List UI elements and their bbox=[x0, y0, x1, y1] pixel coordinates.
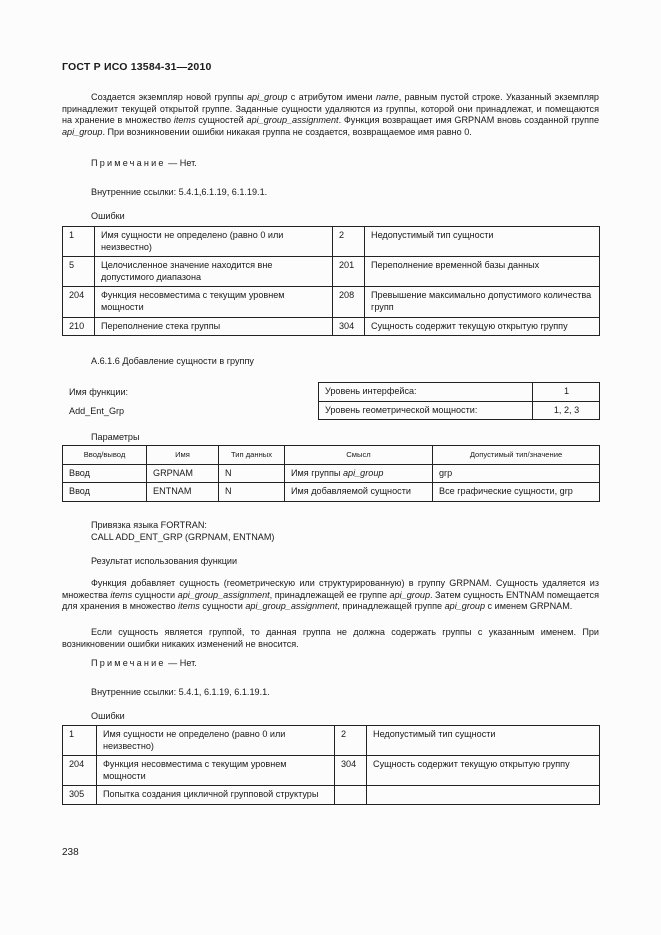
desc-text: с именем GRPNAM. bbox=[485, 601, 573, 612]
param-allowed-cell: Все графические сущности, grp bbox=[433, 483, 600, 502]
table-row bbox=[63, 464, 600, 483]
params-header-cell: Допустимый тип/значение bbox=[433, 446, 600, 465]
desc-italic: api_group_assignment bbox=[177, 589, 270, 600]
param-meaning-cell bbox=[285, 464, 433, 483]
document-header: ГОСТ Р ИСО 13584-31—2010 bbox=[62, 61, 212, 73]
param-meaning-text: Имя группы bbox=[291, 467, 343, 478]
intro-italic: api_group bbox=[246, 92, 288, 102]
table-row bbox=[63, 726, 600, 756]
error-description-cell: Переполнение стека группы bbox=[95, 317, 333, 336]
param-name-cell: ENTNAM bbox=[147, 483, 219, 502]
error-code-cell: 304 bbox=[335, 756, 367, 786]
error-code-cell: 204 bbox=[63, 287, 95, 317]
error-code-cell: 201 bbox=[333, 257, 365, 287]
intro-italic: name bbox=[375, 92, 399, 102]
param-name-cell: GRPNAM bbox=[147, 464, 219, 483]
error-code-cell: 1 bbox=[63, 726, 97, 756]
error-description-cell: Недопустимый тип сущности bbox=[367, 726, 600, 756]
function-name-label: Имя функции: bbox=[69, 387, 129, 397]
params-header-row bbox=[63, 446, 600, 465]
intro-text: сущностей bbox=[195, 115, 247, 126]
desc-text: , принадлежащей ее группе bbox=[269, 589, 390, 600]
table-row bbox=[63, 317, 600, 336]
error-description-cell: Сущность содержит текущую открытую группу bbox=[365, 317, 600, 336]
levels-table bbox=[318, 382, 600, 420]
params-header-cell: Ввод/вывод bbox=[63, 446, 147, 465]
param-type-cell: N bbox=[219, 464, 285, 483]
error-code-cell: 204 bbox=[63, 756, 97, 786]
desc-text: , принадлежащей группе bbox=[337, 601, 445, 612]
error-code-cell: 305 bbox=[63, 786, 97, 805]
note-text: — Нет. bbox=[165, 158, 197, 168]
page-number: 238 bbox=[62, 847, 79, 858]
error-code-cell: 304 bbox=[333, 317, 365, 336]
note-label: Примечание bbox=[91, 658, 166, 668]
desc-text: сущности bbox=[132, 589, 178, 600]
table-row bbox=[63, 257, 600, 287]
table-row bbox=[63, 786, 600, 805]
params-header-cell: Тип данных bbox=[219, 446, 285, 465]
description-paragraph-2: Если сущность является группой, то данная группа не должна содержать группы с указанным именем. При возникновении ошибки никаких изменений не вносится. bbox=[62, 627, 599, 649]
table-row bbox=[319, 383, 600, 402]
intro-italic: api_group bbox=[62, 126, 103, 137]
table-row bbox=[63, 227, 600, 257]
internal-refs-1: Внутренние ссылки: 5.4.1,6.1.19, 6.1.19.1. bbox=[91, 187, 268, 197]
error-description-cell bbox=[367, 786, 600, 805]
intro-italic: items bbox=[173, 115, 196, 126]
desc-italic: api_group bbox=[444, 601, 486, 612]
error-description-cell: Сущность содержит текущую открытую группу bbox=[367, 756, 600, 786]
param-type-cell: N bbox=[219, 483, 285, 502]
level-label-cell: Уровень геометрической мощности: bbox=[319, 401, 533, 420]
note-1 bbox=[91, 158, 197, 170]
errors-1-title: Ошибки bbox=[91, 211, 125, 221]
table-row bbox=[63, 483, 600, 502]
error-description-cell: Переполнение временной базы данных bbox=[365, 257, 600, 287]
level-value-cell: 1, 2, 3 bbox=[533, 401, 600, 420]
error-description-cell: Недопустимый тип сущности bbox=[365, 227, 600, 257]
intro-text: , равным пустой строке. Указанный экземпляр принадлежит текущей открытой группе. Заданные сущности удаляются из группы, которой они принадлежат, и помещаются на хранение в множество bbox=[62, 92, 599, 126]
param-io-cell: Ввод bbox=[63, 464, 147, 483]
params-table bbox=[62, 445, 600, 502]
desc-text: . Затем сущность ENTNAM помещается для хранения в множество bbox=[62, 589, 599, 612]
intro-text: с атрибутом имени bbox=[287, 92, 376, 102]
params-title: Параметры bbox=[91, 432, 140, 442]
error-code-cell: 5 bbox=[63, 257, 95, 287]
desc-italic: api_group bbox=[389, 589, 430, 600]
fortran-label: Привязка языка FORTRAN: bbox=[91, 520, 207, 530]
error-code-cell bbox=[335, 786, 367, 805]
param-meaning-italic: api_group bbox=[342, 467, 384, 478]
param-meaning-text: Имя добавляемой сущности bbox=[291, 486, 411, 497]
note-2 bbox=[91, 658, 197, 670]
error-code-cell: 2 bbox=[335, 726, 367, 756]
internal-refs-2: Внутренние ссылки: 5.4.1, 6.1.19, 6.1.19.1. bbox=[91, 687, 270, 697]
error-code-cell: 2 bbox=[333, 227, 365, 257]
errors-1-table bbox=[62, 226, 600, 336]
function-name: Add_Ent_Grp bbox=[69, 406, 125, 416]
table-row bbox=[63, 287, 600, 317]
error-description-cell: Имя сущности не определено (равно 0 или неизвестно) bbox=[97, 726, 335, 756]
error-description-cell: Функция несовместима с текущим уровнем мощности bbox=[95, 287, 333, 317]
param-meaning-cell bbox=[285, 483, 433, 502]
error-description-cell: Имя сущности не определено (равно 0 или неизвестно) bbox=[95, 227, 333, 257]
errors-2-table bbox=[62, 725, 600, 805]
intro-italic: api_group_assignment bbox=[246, 115, 339, 126]
desc-italic: api_group_assignment bbox=[245, 601, 338, 612]
error-description-cell: Целочисленное значение находится вне допустимого диапазона bbox=[95, 257, 333, 287]
fortran-call: CALL ADD_ENT_GRP (GRPNAM, ENTNAM) bbox=[91, 531, 275, 542]
level-label-cell: Уровень интерфейса: bbox=[319, 383, 533, 402]
description-paragraph bbox=[62, 578, 599, 613]
note-label: Примечание bbox=[91, 158, 166, 168]
desc-italic: items bbox=[110, 589, 133, 600]
error-code-cell: 210 bbox=[63, 317, 95, 336]
note-text: — Нет. bbox=[165, 658, 197, 668]
table-row bbox=[319, 401, 600, 420]
intro-text: . При возникновении ошибки никакая группа не создается, возвращаемое имя равно 0. bbox=[102, 126, 472, 137]
section-title: А.6.1.6 Добавление сущности в группу bbox=[91, 356, 254, 366]
params-header-cell: Смысл bbox=[285, 446, 433, 465]
error-description-cell: Функция несовместима с текущим уровнем мощности bbox=[97, 756, 335, 786]
error-code-cell: 208 bbox=[333, 287, 365, 317]
errors-2-title: Ошибки bbox=[91, 711, 125, 721]
intro-paragraph bbox=[62, 92, 599, 138]
desc-text: Функция добавляет сущность (геометрическую или структурированную) в группу GRPNAM. Сущность удаляется из множества bbox=[62, 578, 599, 600]
result-title: Результат использования функции bbox=[91, 556, 238, 566]
fortran-binding bbox=[91, 520, 274, 543]
params-header-cell: Имя bbox=[147, 446, 219, 465]
intro-text: . Функция возвращает имя GRPNAM вновь созданной группе bbox=[338, 115, 600, 126]
desc-text: сущности bbox=[199, 601, 246, 612]
intro-text: Создается экземпляр новой группы bbox=[91, 92, 247, 102]
param-allowed-cell: grp bbox=[433, 464, 600, 483]
table-row bbox=[63, 756, 600, 786]
error-description-cell: Превышение максимально допустимого количества групп bbox=[365, 287, 600, 317]
level-value-cell: 1 bbox=[533, 383, 600, 402]
error-description-cell: Попытка создания цикличной групповой структуры bbox=[97, 786, 335, 805]
param-io-cell: Ввод bbox=[63, 483, 147, 502]
error-code-cell: 1 bbox=[63, 227, 95, 257]
desc-italic: items bbox=[178, 601, 200, 612]
